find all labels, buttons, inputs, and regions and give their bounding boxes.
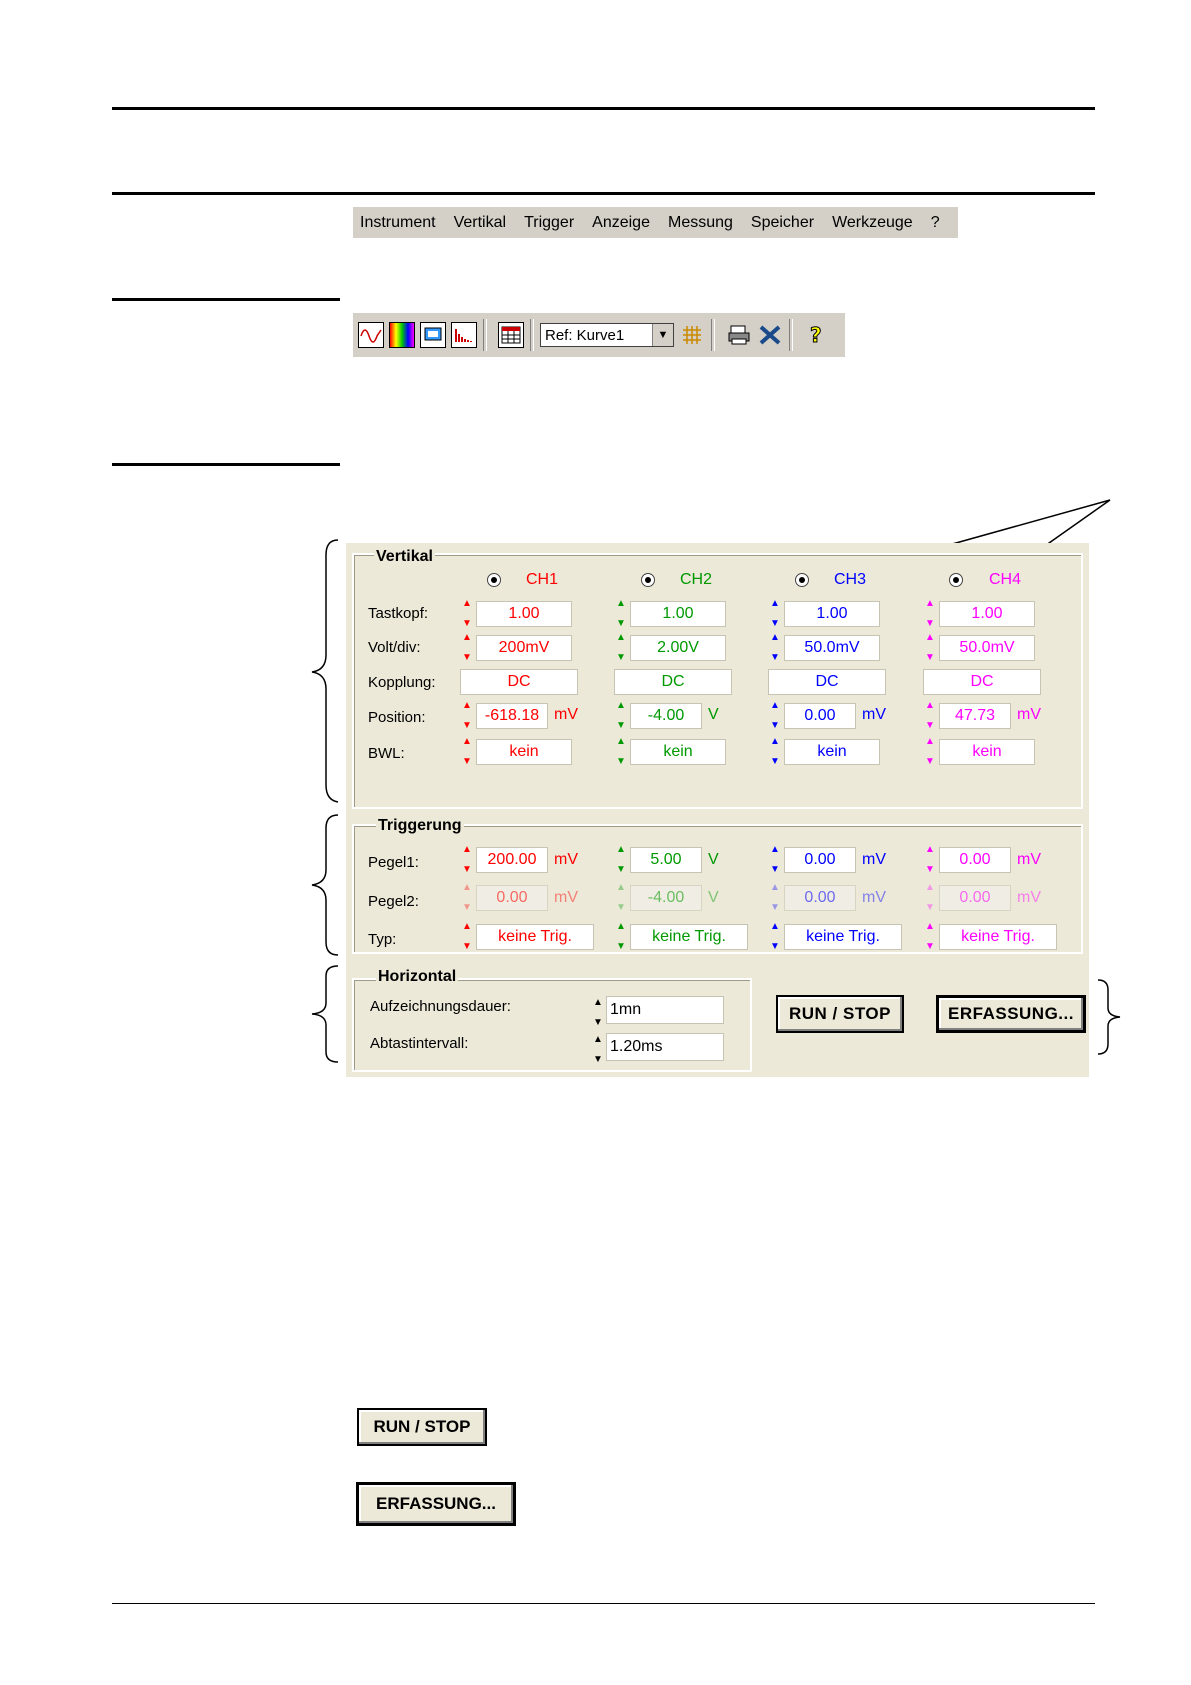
ch4-pegel2-input: 0.00 — [939, 885, 1011, 911]
spin-down-icon[interactable]: ▼ — [925, 756, 935, 767]
ch1-radio[interactable] — [487, 573, 501, 587]
ch1-label: CH1 — [526, 571, 559, 588]
spin-down-icon[interactable]: ▼ — [616, 941, 626, 952]
menu-speicher[interactable]: Speicher — [750, 213, 815, 231]
spin-up-icon[interactable]: ▲ — [770, 598, 780, 609]
spin-up-icon[interactable]: ▲ — [462, 921, 472, 932]
ch4-pegel1-input[interactable]: 0.00 — [939, 847, 1011, 873]
bwl-label: BWL: — [368, 745, 405, 762]
spin-up-icon[interactable]: ▲ — [616, 598, 626, 609]
ch4-typ-select[interactable]: keine Trig. — [939, 924, 1057, 950]
chevron-down-icon[interactable]: ▼ — [652, 324, 673, 346]
ch4-tastkopf-input[interactable]: 1.00 — [939, 601, 1035, 627]
ch4-position-input[interactable]: 47.73 — [939, 703, 1011, 729]
brace-buttons — [1098, 980, 1120, 1054]
spin-up-icon[interactable]: ▲ — [770, 921, 780, 932]
brace-horizontal — [312, 966, 338, 1062]
ch1-tastkopf-spinner[interactable] — [460, 599, 474, 629]
spin-down-icon[interactable]: ▼ — [616, 618, 626, 629]
ch3-tastkopf-spinner[interactable] — [768, 599, 782, 629]
spin-down-icon[interactable]: ▼ — [616, 652, 626, 663]
settings-panel — [346, 543, 1089, 1077]
erfassung-button-standalone[interactable]: ERFASSUNG... — [356, 1482, 516, 1526]
tastkopf-label: Tastkopf: — [368, 605, 429, 622]
ch4-pegel2-unit: mV — [1017, 889, 1041, 906]
ch3-pegel1-unit: mV — [862, 851, 886, 868]
ch2-typ-select[interactable]: keine Trig. — [630, 924, 748, 950]
pegel1-label: Pegel1: — [368, 854, 419, 871]
ch4-tastkopf-spinner[interactable] — [923, 599, 937, 629]
ch2-typ-spinner[interactable] — [614, 922, 628, 952]
ch1-bwl-spinner[interactable] — [460, 737, 474, 767]
ch2-position-unit: V — [708, 706, 719, 723]
spin-down-icon[interactable]: ▼ — [462, 652, 472, 663]
ch3-radio[interactable] — [795, 573, 809, 587]
spin-down-icon[interactable]: ▼ — [462, 941, 472, 952]
ch1-typ-spinner[interactable] — [460, 922, 474, 952]
brace-triggerung — [312, 815, 338, 955]
spin-up-icon[interactable]: ▲ — [616, 921, 626, 932]
ref-curve-value: Ref: Kurve1 — [545, 326, 625, 344]
ch2-pegel2-spinner[interactable] — [614, 883, 628, 913]
spin-down-icon[interactable]: ▼ — [462, 618, 472, 629]
ch1-pegel1-unit: mV — [554, 851, 578, 868]
ch2-tastkopf-input[interactable]: 1.00 — [630, 601, 726, 627]
spin-down-icon[interactable]: ▼ — [770, 902, 780, 913]
spin-down-icon[interactable]: ▼ — [925, 902, 935, 913]
ch2-bwl-spinner[interactable] — [614, 737, 628, 767]
ch4-pegel1-spinner[interactable] — [923, 845, 937, 875]
spin-down-icon[interactable]: ▼ — [925, 941, 935, 952]
spin-up-icon[interactable]: ▲ — [462, 844, 472, 855]
ch3-position-input[interactable]: 0.00 — [784, 703, 856, 729]
spin-down-icon[interactable]: ▼ — [616, 720, 626, 731]
ch4-typ-spinner[interactable] — [923, 922, 937, 952]
aufzeichnungsdauer-input[interactable]: 1mn — [606, 996, 724, 1024]
ch1-typ-select[interactable]: keine Trig. — [476, 924, 594, 950]
ch3-pegel1-input[interactable]: 0.00 — [784, 847, 856, 873]
ch2-pegel1-unit: V — [708, 851, 719, 868]
spin-down-icon[interactable]: ▼ — [462, 756, 472, 767]
ch4-volt-input[interactable]: 50.0mV — [939, 635, 1035, 661]
menu-werkzeuge[interactable]: Werkzeuge — [832, 213, 913, 231]
spin-down-icon[interactable]: ▼ — [925, 864, 935, 875]
ch1-kopplung-select[interactable]: DC — [460, 669, 578, 695]
menu-messung[interactable]: Messung — [667, 213, 733, 231]
triggerung-title: Triggerung — [378, 817, 462, 834]
abtastintervall-input[interactable]: 1.20ms — [606, 1033, 724, 1061]
ch2-kopplung-select[interactable]: DC — [614, 669, 732, 695]
ch3-position-spinner[interactable] — [768, 701, 782, 731]
ch1-pegel1-input[interactable]: 200.00 — [476, 847, 548, 873]
menu-anzeige[interactable]: Anzeige — [592, 213, 650, 231]
ch2-pegel2-input: -4.00 — [630, 885, 702, 911]
spin-up-icon[interactable]: ▲ — [925, 598, 935, 609]
ch1-volt-spinner[interactable] — [460, 633, 474, 663]
ch3-pegel2-spinner[interactable] — [768, 883, 782, 913]
spin-down-icon[interactable]: ▼ — [462, 720, 472, 731]
ch2-tastkopf-spinner[interactable] — [614, 599, 628, 629]
position-label: Position: — [368, 709, 426, 726]
spin-up-icon[interactable]: ▲ — [925, 882, 935, 893]
ch3-volt-input[interactable]: 50.0mV — [784, 635, 880, 661]
spin-down-icon[interactable]: ▼ — [925, 618, 935, 629]
spin-down-icon[interactable]: ▼ — [462, 864, 472, 875]
spin-up-icon[interactable]: ▲ — [462, 632, 472, 643]
ch2-pegel1-input[interactable]: 5.00 — [630, 847, 702, 873]
spin-up-icon[interactable]: ▲ — [925, 844, 935, 855]
ch4-pegel2-spinner[interactable] — [923, 883, 937, 913]
spin-up-icon[interactable]: ▲ — [616, 882, 626, 893]
ch2-bwl-input[interactable]: kein — [630, 739, 726, 765]
ch3-pegel1-spinner[interactable] — [768, 845, 782, 875]
abtast-spinner[interactable]: ▲ ▼ — [593, 1034, 603, 1065]
ch1-position-spinner[interactable] — [460, 701, 474, 731]
volt-div-label: Volt/div: — [368, 639, 421, 656]
pegel2-label: Pegel2: — [368, 893, 419, 910]
run-stop-button-standalone[interactable]: RUN / STOP — [357, 1408, 487, 1446]
spin-down-icon[interactable]: ▼ — [770, 618, 780, 629]
ch4-radio[interactable] — [949, 573, 963, 587]
svg-text:?: ? — [810, 323, 822, 347]
spin-up-icon[interactable]: ▲ — [462, 598, 472, 609]
erfassung-button[interactable]: ERFASSUNG... — [936, 995, 1086, 1033]
ch4-pegel1-unit: mV — [1017, 851, 1041, 868]
spin-down-icon[interactable]: ▼ — [770, 652, 780, 663]
menu-vertikal[interactable]: Vertikal — [453, 213, 507, 231]
horizontal-title: Horizontal — [378, 968, 457, 985]
ch3-pegel2-input: 0.00 — [784, 885, 856, 911]
ch1-bwl-input[interactable]: kein — [476, 739, 572, 765]
ch3-volt-spinner[interactable] — [768, 633, 782, 663]
kopplung-label: Kopplung: — [368, 674, 436, 691]
ch3-position-unit: mV — [862, 706, 886, 723]
spin-up-icon[interactable]: ▲ — [925, 921, 935, 932]
spin-down-icon[interactable]: ▼ — [770, 941, 780, 952]
ch4-bwl-spinner[interactable] — [923, 737, 937, 767]
spin-down-icon[interactable]: ▼ — [616, 864, 626, 875]
ch2-pegel1-spinner[interactable] — [614, 845, 628, 875]
spin-down-icon[interactable]: ▼ — [925, 720, 935, 731]
ch1-position-input[interactable]: -618.18 — [476, 703, 548, 729]
spin-down-icon[interactable]: ▼ — [616, 902, 626, 913]
spin-up-icon[interactable]: ▲ — [925, 700, 935, 711]
ch1-tastkopf-input[interactable]: 1.00 — [476, 601, 572, 627]
vertikal-title: Vertikal — [376, 548, 433, 565]
spin-up-icon[interactable]: ▲ — [770, 700, 780, 711]
spin-up-icon[interactable]: ▲ — [616, 632, 626, 643]
ch3-tastkopf-input[interactable]: 1.00 — [784, 601, 880, 627]
abtastintervall-label: Abtastintervall: — [370, 1035, 469, 1052]
ch4-bwl-input[interactable]: kein — [939, 739, 1035, 765]
ch1-pegel2-unit: mV — [554, 889, 578, 906]
menu-trigger[interactable]: Trigger — [524, 213, 575, 231]
ch3-label: CH3 — [834, 571, 867, 588]
spin-up-icon[interactable]: ▲ — [616, 844, 626, 855]
ch3-kopplung-select[interactable]: DC — [768, 669, 886, 695]
spin-down-icon[interactable]: ▼ — [616, 756, 626, 767]
ch1-pegel1-spinner[interactable] — [460, 845, 474, 875]
spin-down-icon[interactable]: ▼ — [770, 756, 780, 767]
ch2-position-input[interactable]: -4.00 — [630, 703, 702, 729]
spin-up-icon[interactable]: ▲ — [462, 882, 472, 893]
ch3-typ-spinner[interactable] — [768, 922, 782, 952]
ch4-kopplung-select[interactable]: DC — [923, 669, 1041, 695]
ch3-bwl-input[interactable]: kein — [784, 739, 880, 765]
spin-up-icon[interactable]: ▲ — [462, 736, 472, 747]
spin-up-icon[interactable]: ▲ — [770, 844, 780, 855]
ch2-label: CH2 — [680, 571, 713, 588]
spin-up-icon[interactable]: ▲ — [462, 700, 472, 711]
spin-up-icon[interactable]: ▲ — [770, 632, 780, 643]
spin-down-icon[interactable]: ▼ — [462, 902, 472, 913]
ch3-pegel2-unit: mV — [862, 889, 886, 906]
aufzeichnungsdauer-label: Aufzeichnungsdauer: — [370, 998, 511, 1015]
spin-up-icon[interactable]: ▲ — [616, 700, 626, 711]
ch1-position-unit: mV — [554, 706, 578, 723]
ch2-position-spinner[interactable] — [614, 701, 628, 731]
run-stop-button[interactable]: RUN / STOP — [776, 995, 904, 1033]
ch4-position-unit: mV — [1017, 706, 1041, 723]
ch1-pegel2-spinner[interactable] — [460, 883, 474, 913]
spin-down-icon[interactable]: ▼ — [770, 720, 780, 731]
ch3-bwl-spinner[interactable] — [768, 737, 782, 767]
ch4-position-spinner[interactable] — [923, 701, 937, 731]
ch4-volt-spinner[interactable] — [923, 633, 937, 663]
spin-down-icon[interactable]: ▼ — [925, 652, 935, 663]
aufzeichnung-spinner[interactable]: ▲ ▼ — [593, 997, 603, 1028]
spin-up-icon[interactable]: ▲ — [616, 736, 626, 747]
ch2-volt-input[interactable]: 2.00V — [630, 635, 726, 661]
ch2-pegel2-unit: V — [708, 889, 719, 906]
spin-up-icon[interactable]: ▲ — [770, 736, 780, 747]
spin-down-icon[interactable]: ▼ — [770, 864, 780, 875]
menu-help[interactable]: ? — [930, 213, 940, 231]
ch1-volt-input[interactable]: 200mV — [476, 635, 572, 661]
spin-up-icon[interactable]: ▲ — [770, 882, 780, 893]
ch3-typ-select[interactable]: keine Trig. — [784, 924, 902, 950]
menu-instrument[interactable]: Instrument — [360, 213, 436, 231]
ch2-radio[interactable] — [641, 573, 655, 587]
ch1-pegel2-input: 0.00 — [476, 885, 548, 911]
ch2-volt-spinner[interactable] — [614, 633, 628, 663]
spin-up-icon[interactable]: ▲ — [925, 736, 935, 747]
spin-up-icon[interactable]: ▲ — [925, 632, 935, 643]
ch4-label: CH4 — [989, 571, 1022, 588]
brace-vertikal — [312, 540, 338, 802]
typ-label: Typ: — [368, 931, 397, 948]
